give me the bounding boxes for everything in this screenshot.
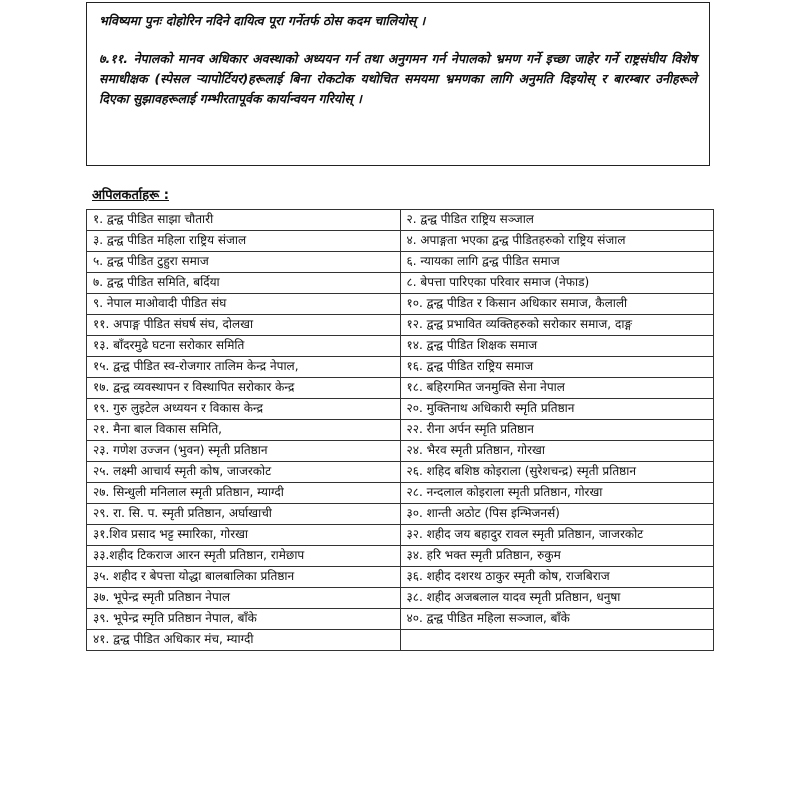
table-row	[87, 546, 714, 567]
table-cell: २१. मैना बाल विकास समिति,	[87, 420, 401, 441]
table-cell: ३२. शहीद जय बहादुर रावल स्मृती प्रतिष्ठान, जाजरकोट	[400, 525, 714, 546]
table-cell: ३३.शहीद टिकराज आरन स्मृती प्रतिष्ठान, रामेछाप	[87, 546, 401, 567]
table-cell: १४. द्वन्द्व पीडित शिक्षक समाज	[400, 336, 714, 357]
appellants-table-body	[87, 210, 714, 651]
table-cell: २४. भैरव स्मृती प्रतिष्ठान, गोरखा	[400, 441, 714, 462]
table-row	[87, 252, 714, 273]
table-cell: १२. द्वन्द्व प्रभावित व्यक्तिहरुको सरोकार समाज, दाङ्ग	[400, 315, 714, 336]
table-cell: ३. द्वन्द्व पीडित महिला राष्ट्रिय संजाल	[87, 231, 401, 252]
table-row	[87, 336, 714, 357]
table-row	[87, 357, 714, 378]
table-cell: १९. गुरु लुइटेल अध्ययन र विकास केन्द्र	[87, 399, 401, 420]
table-cell: २९. रा. सि. प. स्मृती प्रतिष्ठान, अर्घाखाची	[87, 504, 401, 525]
table-cell: १८. बहिरगमित जनमुक्ति सेना नेपाल	[400, 378, 714, 399]
table-cell: २७. सिन्धुली मनिलाल स्मृती प्रतिष्ठान, म्याग्दी	[87, 483, 401, 504]
table-row	[87, 294, 714, 315]
table-cell: ३०. शान्ती अठोट (पिस इन्भिजनर्स)	[400, 504, 714, 525]
table-cell: ११. अपाङ्ग पीडित संघर्ष संघ, दोलखा	[87, 315, 401, 336]
appellants-table	[86, 209, 714, 651]
table-row	[87, 231, 714, 252]
table-cell: ३४. हरि भक्त स्मृती प्रतिष्ठान, रुकुम	[400, 546, 714, 567]
table-cell: २८. नन्दलाल कोइराला स्मृती प्रतिष्ठान, गोरखा	[400, 483, 714, 504]
table-cell: ८. बेपत्ता पारिएका परिवार समाज (नेफाड)	[400, 273, 714, 294]
table-row	[87, 588, 714, 609]
table-cell: १३. बाँदरमुढे घटना सरोकार समिति	[87, 336, 401, 357]
table-cell: ५. द्वन्द्व पीडित टुहुरा समाज	[87, 252, 401, 273]
table-row	[87, 462, 714, 483]
table-cell: १०. द्वन्द्व पीडित र किसान अधिकार समाज, कैलाली	[400, 294, 714, 315]
table-row	[87, 315, 714, 336]
table-cell: २०. मुक्तिनाथ अधिकारी स्मृति प्रतिष्ठान	[400, 399, 714, 420]
table-cell: २५. लक्ष्मी आचार्य स्मृती कोष, जाजरकोट	[87, 462, 401, 483]
table-row	[87, 525, 714, 546]
table-cell: ३५. शहीद र बेपत्ता योद्धा बालबालिका प्रतिष्ठान	[87, 567, 401, 588]
table-cell: २२. रीना अर्पन स्मृति प्रतिष्ठान	[400, 420, 714, 441]
table-cell: ३९. भूपेन्द्र स्मृति प्रतिष्ठान नेपाल, बाँके	[87, 609, 401, 630]
table-row	[87, 630, 714, 651]
table-cell: ४. अपाङ्गता भएका द्वन्द्व पीडितहरुको राष्ट्रिय संजाल	[400, 231, 714, 252]
table-row	[87, 420, 714, 441]
table-cell: ६. न्यायका लागि द्वन्द्व पीडित समाज	[400, 252, 714, 273]
table-row	[87, 483, 714, 504]
table-row	[87, 567, 714, 588]
intro-paragraph-1: भविष्यमा पुनः दोहोरिन नदिने दायित्व पूरा गर्नेतर्फ ठोस कदम चालियोस् ।	[99, 13, 426, 28]
table-row	[87, 441, 714, 462]
table-row	[87, 609, 714, 630]
table-cell: ७. द्वन्द्व पीडित समिति, बर्दिया	[87, 273, 401, 294]
table-cell: २६. शहिद बशिष्ठ कोइराला (सुरेशचन्द्र) स्मृती प्रतिष्ठान	[400, 462, 714, 483]
appellants-heading: अपिलकर्ताहरू :	[92, 188, 169, 203]
table-cell: ९. नेपाल माओवादी पीडित संघ	[87, 294, 401, 315]
intro-paragraph-2: ७.११. नेपालको मानव अधिकार अवस्थाको अध्ययन गर्न तथा अनुगमन गर्न नेपालको भ्रमण गर्ने इच्छा जाहेर गर्ने राष्ट्रसंघीय विशेष समाधीक्षक (स्पेसल र्‍यापोर्टियर)हरूलाई बिना रोकटोक यथोचित समयमा भ्रमणका लागि अनुमति दिइयोस् र बारम्बार उनीहरूले दिएका सुझावहरूलाई गम्भीरतापूर्वक कार्यान्वयन गरियोस् ।	[99, 51, 697, 106]
table-cell: १६. द्वन्द्व पीडित राष्ट्रिय समाज	[400, 357, 714, 378]
table-row	[87, 273, 714, 294]
table-cell: ४१. द्वन्द्व पीडित अधिकार मंच, म्याग्दी	[87, 630, 401, 651]
table-cell: ४०. द्वन्द्व पीडित महिला सञ्जाल, बाँके	[400, 609, 714, 630]
table-row	[87, 504, 714, 525]
table-row	[87, 378, 714, 399]
table-cell: ३६. शहीद दशरथ ठाकुर स्मृती कोष, राजबिराज	[400, 567, 714, 588]
table-cell: १. द्वन्द्व पीडित साझा चौतारी	[87, 210, 401, 231]
table-cell: ३८. शहीद अजबलाल यादव स्मृती प्रतिष्ठान, धनुषा	[400, 588, 714, 609]
table-row	[87, 210, 714, 231]
recommendation-box	[86, 2, 710, 166]
table-cell	[400, 630, 714, 651]
table-cell: २३. गणेश उज्जन (भुवन) स्मृती प्रतिष्ठान	[87, 441, 401, 462]
table-cell: १५. द्वन्द्व पीडित स्व-रोजगार तालिम केन्द्र नेपाल,	[87, 357, 401, 378]
table-cell: २. द्वन्द्व पीडित राष्ट्रिय सञ्जाल	[400, 210, 714, 231]
table-cell: १७. द्वन्द्व व्यवस्थापन र विस्थापित सरोकार केन्द्र	[87, 378, 401, 399]
table-cell: ३७. भूपेन्द्र स्मृती प्रतिष्ठान नेपाल	[87, 588, 401, 609]
table-row	[87, 399, 714, 420]
table-cell: ३१.शिव प्रसाद भट्ट स्मारिका, गोरखा	[87, 525, 401, 546]
